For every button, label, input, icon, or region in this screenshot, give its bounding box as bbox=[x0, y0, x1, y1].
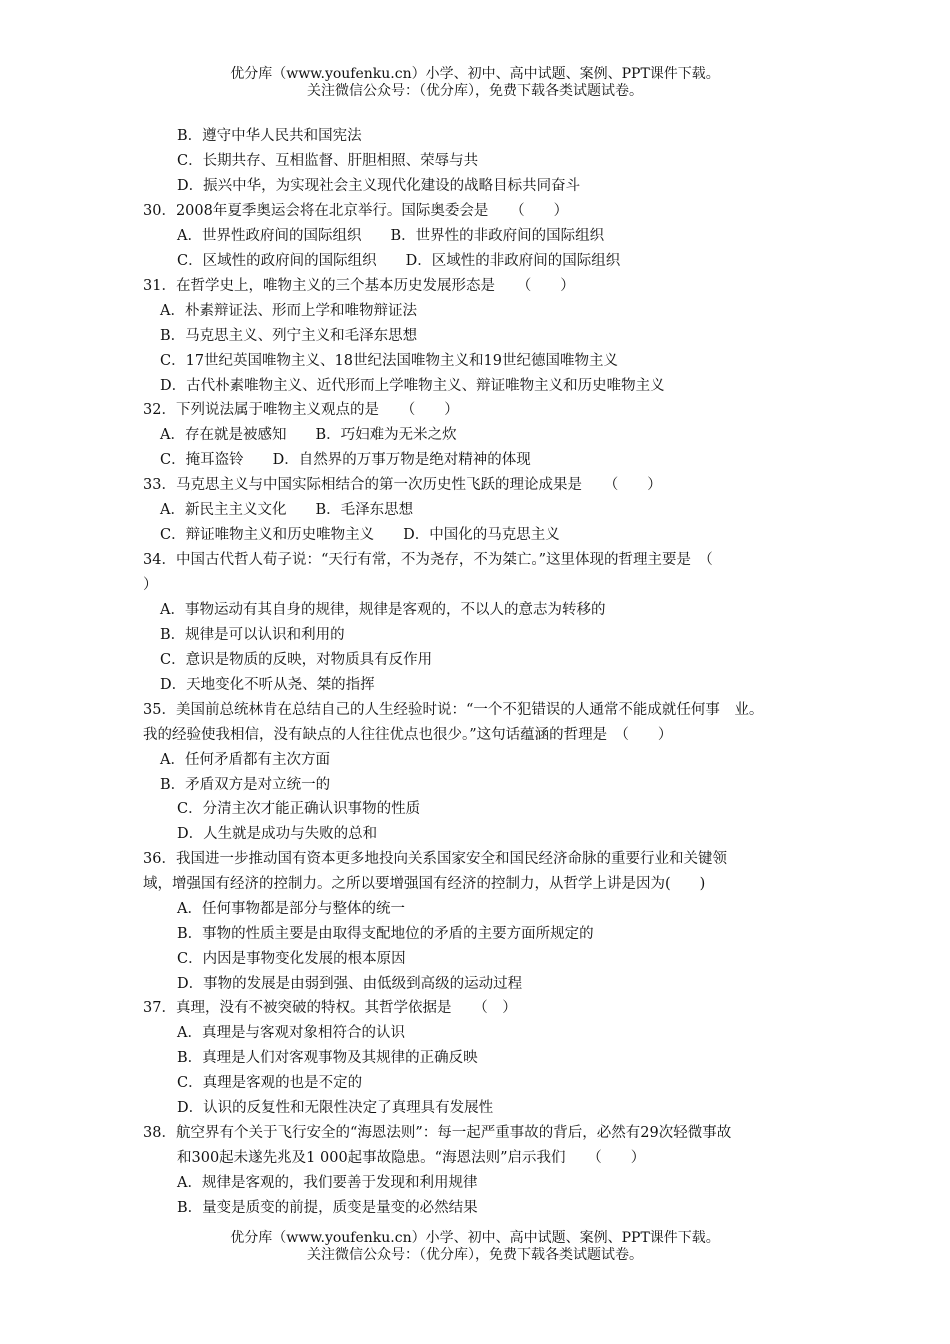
question-33: 33．马克思主义与中国实际相结合的第一次历史性飞跃的理论成果是 （ ） bbox=[143, 477, 662, 493]
option-line: C．意识是物质的反映，对物质具有反作用 bbox=[160, 652, 433, 668]
option-line: B．真理是人们对客观事物及其规律的正确反映 bbox=[177, 1050, 478, 1066]
option-line: C．区域性的政府间的国际组织 D．区域性的非政府间的国际组织 bbox=[177, 253, 621, 269]
question-38: 38．航空界有个关于飞行安全的“海恩法则”：每一起严重事故的背后，必然有29次轻微事故 bbox=[143, 1125, 732, 1141]
option-line: A．朴素辩证法、形而上学和唯物辩证法 bbox=[160, 303, 417, 319]
option-line: B．规律是可以认识和利用的 bbox=[160, 627, 345, 643]
option-line: A．规律是客观的，我们要善于发现和利用规律 bbox=[177, 1175, 478, 1191]
page-footer bbox=[0, 1230, 950, 1264]
option-line: C．掩耳盗铃 D．自然界的万事万物是绝对精神的体现 bbox=[160, 452, 531, 468]
footer-line-2: 关注微信公众号：（优分库），免费下载各类试题试卷。 bbox=[307, 1247, 643, 1263]
option-line: B．遵守中华人民共和国宪法 bbox=[177, 128, 362, 144]
option-line: A．真理是与客观对象相符合的认识 bbox=[177, 1025, 405, 1041]
question-36-continuation: 域，增强国有经济的控制力。之所以要增强国有经济的控制力，从哲学上讲是因为( ) bbox=[143, 876, 706, 892]
option-line: A．任何矛盾都有主次方面 bbox=[160, 752, 330, 768]
option-line: C．内因是事物变化发展的根本原因 bbox=[177, 951, 406, 967]
question-34: 34．中国古代哲人荀子说：“天行有常，不为尧存，不为桀亡。”这里体现的哲理主要是 （ bbox=[143, 552, 713, 568]
option-line: C．真理是客观的也是不定的 bbox=[177, 1075, 363, 1091]
question-34-continuation: ） bbox=[143, 577, 158, 593]
option-line: B．事物的性质主要是由取得支配地位的矛盾的主要方面所规定的 bbox=[177, 926, 594, 942]
question-35-continuation: 我的经验使我相信，没有缺点的人往往优点也很少。”这句话蕴涵的哲理是 （ ） bbox=[143, 727, 673, 743]
option-line: C．长期共存、互相监督、肝胆相照、荣辱与共 bbox=[177, 153, 479, 169]
option-line: B．矛盾双方是对立统一的 bbox=[160, 777, 331, 793]
question-35: 35．美国前总统林肯在总结自己的人生经验时说：“一个不犯错误的人通常不能成就任何事 业。 bbox=[143, 702, 764, 718]
option-line: D．人生就是成功与失败的总和 bbox=[177, 826, 378, 842]
option-line: B．量变是质变的前提，质变是量变的必然结果 bbox=[177, 1200, 478, 1216]
option-line: A．任何事物都是部分与整体的统一 bbox=[177, 901, 405, 917]
question-38-continuation: 和300起未遂先兆及1 000起事故隐患。“海恩法则”启示我们 （ ） bbox=[177, 1150, 646, 1166]
question-32: 32．下列说法属于唯物主义观点的是 （ ） bbox=[143, 402, 459, 418]
option-line: C．辩证唯物主义和历史唯物主义 D．中国化的马克思主义 bbox=[160, 527, 560, 543]
option-line: D．认识的反复性和无限性决定了真理具有发展性 bbox=[177, 1100, 494, 1116]
header-line-1: 优分库（www.youfenku.cn）小学、初中、高中试题、案例、PPT课件下载。 bbox=[230, 66, 720, 82]
option-line: A．新民主主义文化 B．毛泽东思想 bbox=[160, 502, 414, 518]
question-36: 36．我国进一步推动国有资本更多地投向关系国家安全和国民经济命脉的重要行业和关键领 bbox=[143, 851, 727, 867]
option-line: C．17世纪英国唯物主义、18世纪法国唯物主义和19世纪德国唯物主义 bbox=[160, 353, 618, 369]
option-line: B．马克思主义、列宁主义和毛泽东思想 bbox=[160, 328, 418, 344]
header-line-2: 关注微信公众号：（优分库），免费下载各类试题试卷。 bbox=[307, 83, 643, 99]
question-31: 31．在哲学史上，唯物主义的三个基本历史发展形态是 （ ） bbox=[143, 278, 575, 294]
option-line: C．分清主次才能正确认识事物的性质 bbox=[177, 801, 421, 817]
question-30: 30．2008年夏季奥运会将在北京举行。国际奥委会是 （ ） bbox=[143, 203, 569, 219]
option-line: A．事物运动有其自身的规律，规律是客观的，不以人的意志为转移的 bbox=[160, 602, 606, 618]
option-line: D．事物的发展是由弱到强、由低级到高级的运动过程 bbox=[177, 976, 523, 992]
footer-line-1: 优分库（www.youfenku.cn）小学、初中、高中试题、案例、PPT课件下载。 bbox=[230, 1230, 720, 1246]
page-header bbox=[0, 66, 950, 100]
option-line: D．古代朴素唯物主义、近代形而上学唯物主义、辩证唯物主义和历史唯物主义 bbox=[160, 378, 665, 394]
option-line: A．存在就是被感知 B．巧妇难为无米之炊 bbox=[160, 427, 457, 443]
question-37: 37．真理，没有不被突破的特权。其哲学依据是 （ ） bbox=[143, 1000, 517, 1016]
option-line: D．振兴中华，为实现社会主义现代化建设的战略目标共同奋斗 bbox=[177, 178, 581, 194]
option-line: A．世界性政府间的国际组织 B．世界性的非政府间的国际组织 bbox=[177, 228, 605, 244]
option-line: D．天地变化不听从尧、桀的指挥 bbox=[160, 677, 375, 693]
